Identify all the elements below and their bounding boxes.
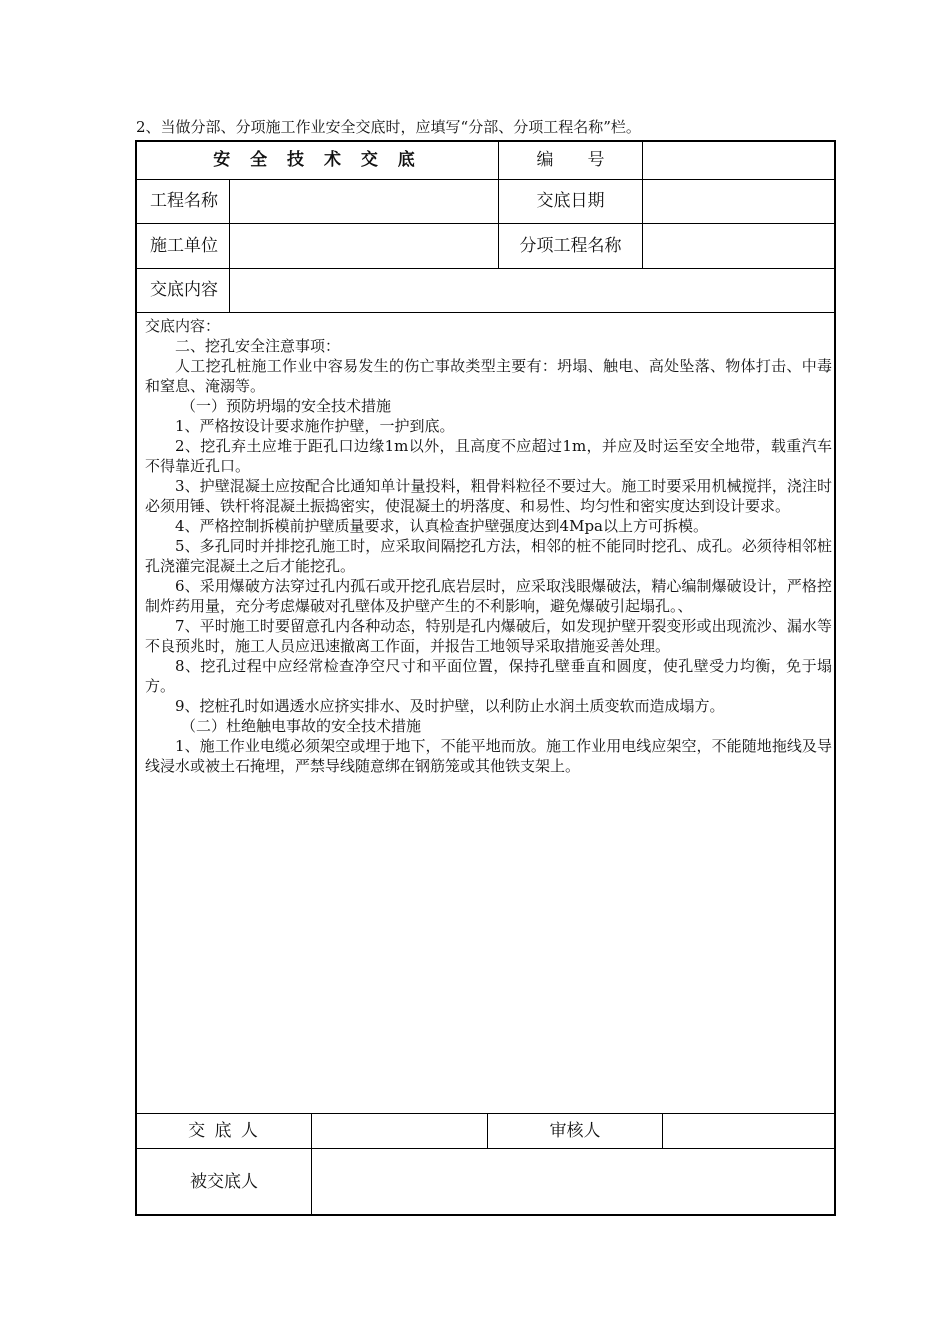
project-name-field[interactable] — [230, 180, 498, 223]
subproject-field[interactable] — [643, 224, 834, 268]
recipient-field[interactable] — [312, 1149, 834, 1216]
section-title: 二、挖孔安全注意事项： — [175, 337, 341, 355]
unit-label: 施工单位 — [150, 235, 218, 256]
list-item: 9、挖桩孔时如遇透水应挤实排水、及时护壁，以利防止水润土质变软而造成塌方。 — [175, 697, 725, 715]
content-intro: 交底内容： — [145, 317, 221, 335]
number-field[interactable] — [643, 142, 834, 179]
discloser-label: 交 底 人 — [188, 1120, 260, 1141]
group-title: （二）杜绝触电事故的安全技术措施 — [181, 717, 422, 735]
group-title: （一）预防坍塌的安全技术措施 — [181, 397, 392, 415]
overview-paragraph: 人工挖孔桩施工作业中容易发生的伤亡事故类型主要有：坍塌、触电、高处坠落、物体打击、中毒和窒息、淹溺等。 — [145, 357, 832, 395]
list-item: 4、严格控制拆模前护壁质量要求，认真检查护壁强度达到4Mpa以上方可拆模。 — [175, 517, 708, 535]
reviewer-label: 审核人 — [549, 1120, 601, 1141]
discloser-field[interactable] — [312, 1114, 487, 1148]
list-item: 8、挖孔过程中应经常检查净空尺寸和平面位置，保持孔壁垂直和圆度，使孔壁受力均衡，免于塌方。 — [145, 657, 832, 695]
date-field[interactable] — [643, 180, 834, 223]
content-summary-field[interactable] — [230, 269, 834, 312]
list-item: 6、采用爆破方法穿过孔内孤石或开挖孔底岩层时，应采取浅眼爆破法，精心编制爆破设计，严格控制炸药用量，充分考虑爆破对孔壁体及护壁产生的不利影响，避免爆破引起塌孔。、 — [145, 577, 832, 615]
safety-disclosure-form — [135, 140, 836, 1216]
project-name-label: 工程名称 — [150, 191, 218, 211]
subproject-label: 分项工程名称 — [519, 235, 622, 256]
list-item: 7、平时施工时要留意孔内各种动态，特别是孔内爆破后，如发现护壁开裂变形或出现流沙、漏水等不良预兆时，施工人员应迅速撤离工作面，并报告工地领导采取措施妥善处理。 — [145, 617, 832, 655]
date-label: 交底日期 — [536, 191, 605, 211]
list-item: 3、护壁混凝土应按配合比通知单计量投料，粗骨料粒径不要过大。施工时要采用机械搅拌，浇注时必须用锤、铁杆将混凝土振捣密实，使混凝土的坍落度、和易性、均匀性和密实度达到设计要求。 — [145, 477, 832, 515]
row-divider — [137, 312, 834, 313]
list-item: 2、挖孔弃土应堆于距孔口边缘1m以外，且高度不应超过1m，并应及时运至安全地带，载重汽车不得靠近孔口。 — [145, 437, 832, 475]
list-item: 1、施工作业电缆必须架空或埋于地下，不能平地而放。施工作业用电线应架空，不能随地拖线及导线浸水或被土石掩埋，严禁导线随意绑在钢筋笼或其他铁支架上。 — [145, 737, 832, 775]
list-item: 1、严格按设计要求施作护壁，一护到底。 — [175, 417, 455, 435]
list-item: 5、多孔同时并排挖孔施工时，应采取间隔挖孔方法，相邻的桩不能同时挖孔、成孔。必须待相邻桩孔浇灌完混凝土之后才能挖孔。 — [145, 537, 832, 575]
number-label: 编 号 — [536, 150, 605, 170]
form-title: 安 全 技 术 交 底 — [213, 150, 422, 170]
unit-field[interactable] — [230, 224, 498, 268]
recipient-label: 被交底人 — [190, 1172, 258, 1192]
disclosure-content — [145, 316, 832, 776]
content-label: 交底内容 — [150, 280, 218, 300]
reviewer-field[interactable] — [663, 1114, 834, 1148]
form-note: 2、当做分部、分项施工作业安全交底时，应填写“分部、分项工程名称”栏。 — [136, 118, 641, 136]
